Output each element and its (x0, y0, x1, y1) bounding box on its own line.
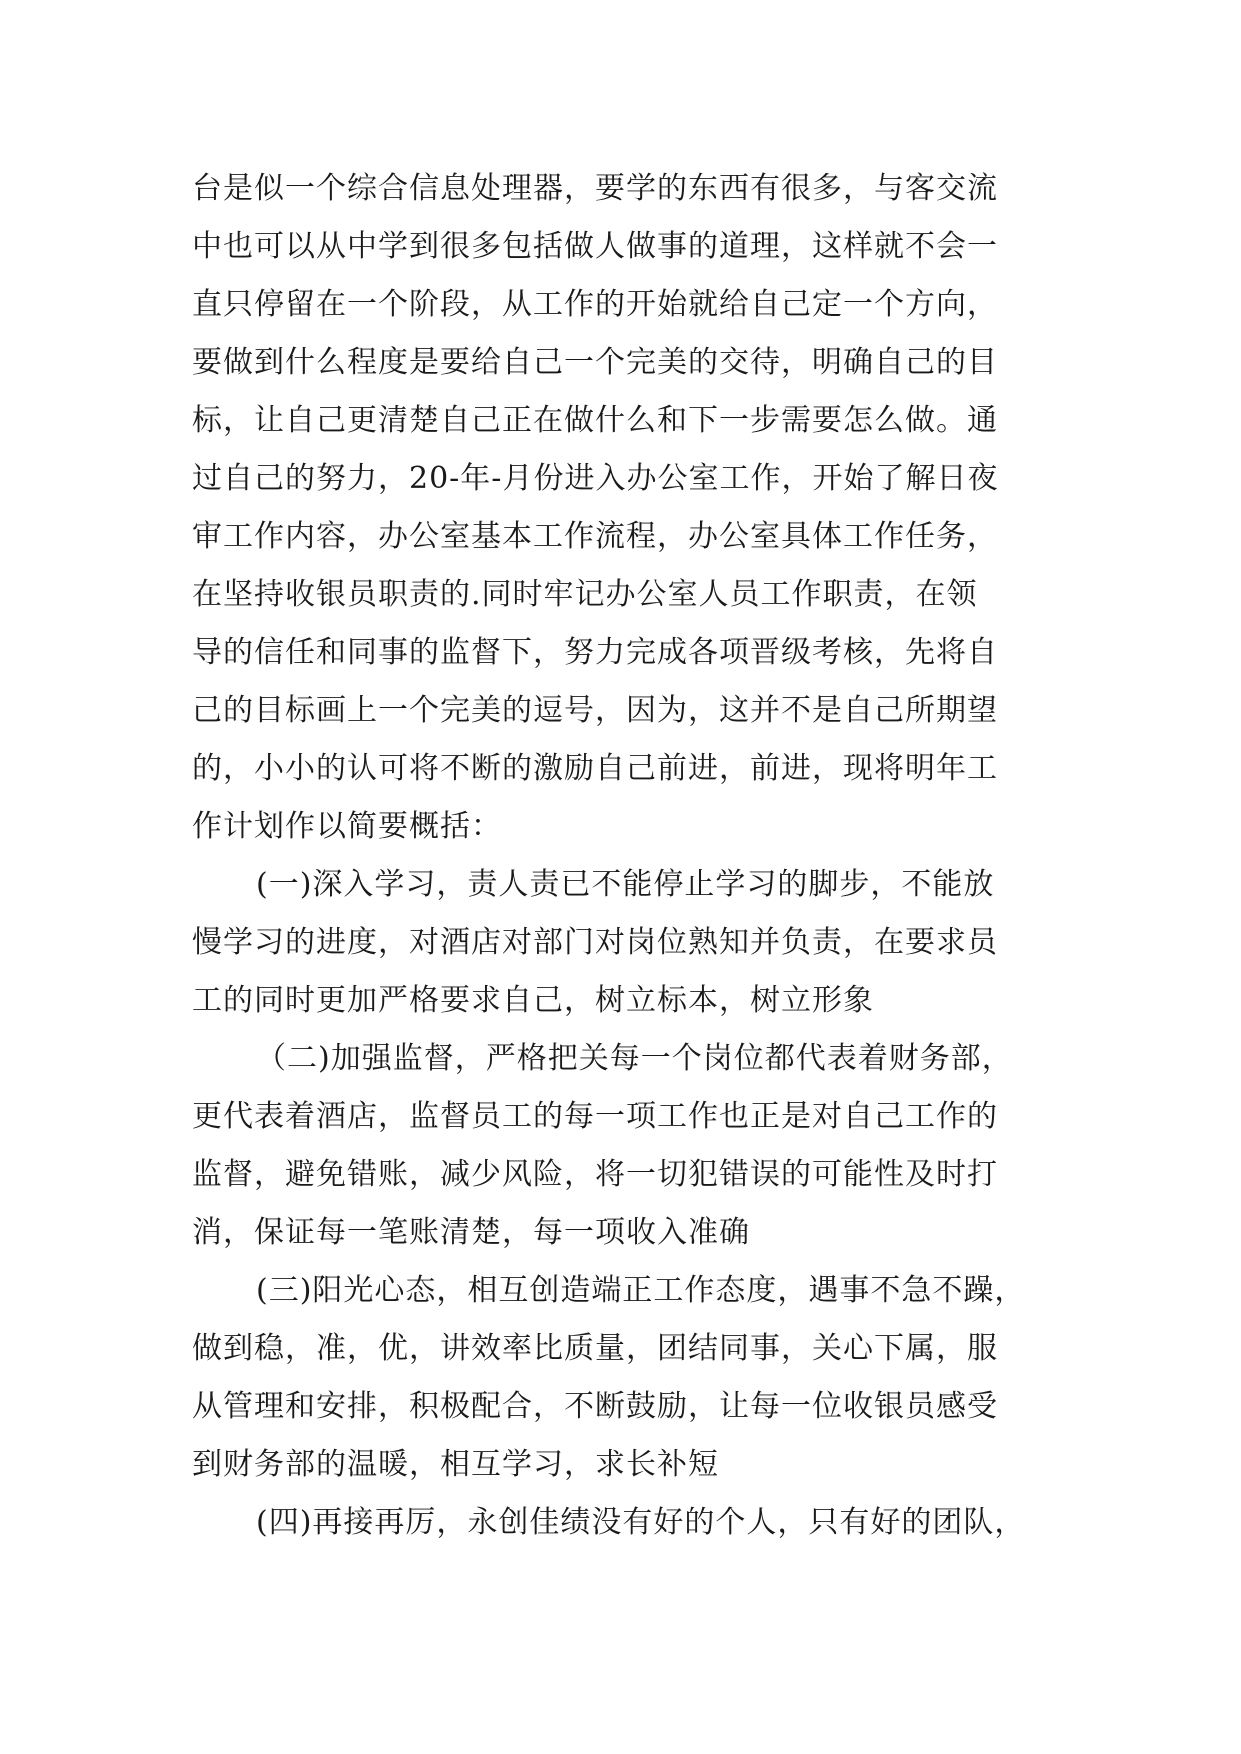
text-line: 过自己的努力，20-年-月份进入办公室工作，开始了解日夜 (192, 461, 999, 496)
text-line: 审工作内容，办公室基本工作流程，办公室具体工作任务， (192, 519, 998, 554)
text-line: 台是似一个综合信息处理器，要学的东西有很多，与客交流 (192, 171, 998, 206)
text-body (192, 160, 1072, 1552)
text-line: 消，保证每一笔账清楚，每一项收入准确 (192, 1215, 750, 1250)
section-heading-line: (四)再接再厉，永创佳绩没有好的个人，只有好的团队， (256, 1505, 1026, 1540)
text-line: 从管理和安排，积极配合，不断鼓励，让每一位收银员感受 (192, 1389, 998, 1424)
section-heading-line: (三)阳光心态，相互创造端正工作态度，遇事不急不躁， (256, 1273, 1026, 1308)
text-line: 直只停留在一个阶段，从工作的开始就给自己定一个方向， (192, 287, 998, 322)
text-line: 更代表着酒店，监督员工的每一项工作也正是对自己工作的 (192, 1099, 998, 1134)
text-line: 做到稳，准，优，讲效率比质量，团结同事，关心下属，服 (192, 1331, 998, 1366)
text-line: 慢学习的进度，对酒店对部门对岗位熟知并负责，在要求员 (192, 925, 998, 960)
text-line: 到财务部的温暖，相互学习，求长补短 (192, 1447, 719, 1482)
text-line: 监督，避免错账，减少风险，将一切犯错误的可能性及时打 (192, 1157, 998, 1192)
text-line: 作计划作以简要概括： (192, 809, 502, 844)
section-heading-line: （二)加强监督，严格把关每一个岗位都代表着财务部， (256, 1041, 1013, 1076)
text-line: 工的同时更加严格要求自己，树立标本，树立形象 (192, 983, 874, 1018)
text-line: 中也可以从中学到很多包括做人做事的道理，这样就不会一 (192, 229, 998, 264)
text-line: 己的目标画上一个完美的逗号，因为，这并不是自己所期望 (192, 693, 998, 728)
text-line: 的，小小的认可将不断的激励自己前进，前进，现将明年工 (192, 751, 998, 786)
section-heading-line: (一)深入学习，责人责已不能停止学习的脚步，不能放 (256, 867, 995, 902)
text-line: 要做到什么程度是要给自己一个完美的交待，明确自己的目 (192, 345, 998, 380)
text-line: 导的信任和同事的监督下，努力完成各项晋级考核，先将自 (192, 635, 998, 670)
text-line: 在坚持收银员职责的.同时牢记办公室人员工作职责，在领 (192, 577, 978, 612)
text-line: 标，让自己更清楚自己正在做什么和下一步需要怎么做。通 (192, 403, 998, 438)
